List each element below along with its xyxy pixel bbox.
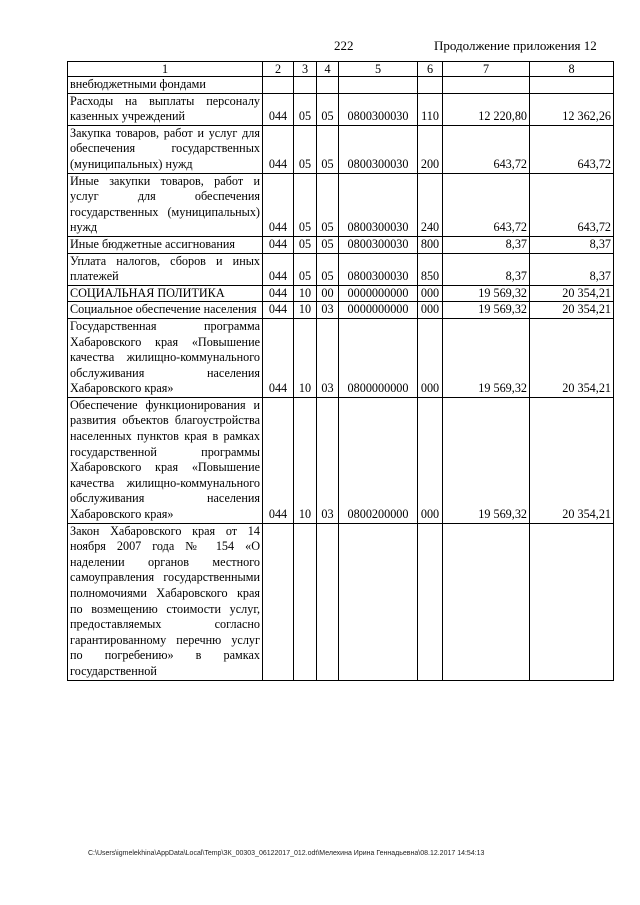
cell-expense-type xyxy=(418,523,443,680)
cell-gad: 044 xyxy=(263,285,294,302)
cell-section: 05 xyxy=(294,93,317,125)
table-row xyxy=(68,93,614,125)
cell-subsection: 05 xyxy=(317,173,339,236)
row-name: Государственная программа Хабаровского края «Повышение качества жилищно-коммунального обслуживания населения Хабаровского края» xyxy=(68,318,263,397)
cell-amount-2: 643,72 xyxy=(530,125,614,173)
cell-gad: 044 xyxy=(263,318,294,397)
row-name: Закон Хабаровского края от 14 ноября 2007 года № 154 «О наделении органов местного самоуправления государственными полномочиями Хабаровского края по возмещению стоимости услуг, предоставляемых согласно гарантированному перечню услуг по погребению» в рамках государственной xyxy=(68,523,263,680)
cell-expense-type: 110 xyxy=(418,93,443,125)
column-header: 4 xyxy=(317,62,339,77)
cell-target-article: 0000000000 xyxy=(339,285,418,302)
cell-gad: 044 xyxy=(263,236,294,253)
page-number: 222 xyxy=(334,38,354,53)
table-row xyxy=(68,236,614,253)
cell-amount-2: 8,37 xyxy=(530,253,614,285)
cell-section xyxy=(294,523,317,680)
cell-subsection xyxy=(317,77,339,94)
cell-subsection: 03 xyxy=(317,397,339,523)
cell-gad: 044 xyxy=(263,93,294,125)
budget-table xyxy=(67,61,614,681)
cell-gad: 044 xyxy=(263,125,294,173)
cell-section: 05 xyxy=(294,173,317,236)
cell-target-article: 0800300030 xyxy=(339,125,418,173)
cell-target-article: 0800300030 xyxy=(339,236,418,253)
continuation-caption: Продолжение приложения 12 xyxy=(434,38,597,53)
cell-section: 10 xyxy=(294,397,317,523)
column-header: 5 xyxy=(339,62,418,77)
cell-gad: 044 xyxy=(263,173,294,236)
column-header: 6 xyxy=(418,62,443,77)
cell-subsection: 03 xyxy=(317,318,339,397)
column-header: 1 xyxy=(68,62,263,77)
row-name: Иные бюджетные ассигнования xyxy=(68,236,263,253)
cell-expense-type: 000 xyxy=(418,397,443,523)
cell-section: 10 xyxy=(294,318,317,397)
cell-gad: 044 xyxy=(263,397,294,523)
cell-gad xyxy=(263,523,294,680)
cell-target-article: 0800300030 xyxy=(339,93,418,125)
cell-amount-1: 19 569,32 xyxy=(443,285,530,302)
column-header: 3 xyxy=(294,62,317,77)
table-row xyxy=(68,318,614,397)
cell-amount-1: 19 569,32 xyxy=(443,397,530,523)
cell-subsection: 05 xyxy=(317,93,339,125)
column-header: 8 xyxy=(530,62,614,77)
cell-subsection: 03 xyxy=(317,302,339,319)
cell-section: 05 xyxy=(294,125,317,173)
table-row xyxy=(68,125,614,173)
cell-amount-1: 643,72 xyxy=(443,173,530,236)
row-name: внебюджетными фондами xyxy=(68,77,263,94)
cell-subsection: 00 xyxy=(317,285,339,302)
column-header: 2 xyxy=(263,62,294,77)
cell-section: 05 xyxy=(294,236,317,253)
cell-expense-type xyxy=(418,77,443,94)
cell-expense-type: 200 xyxy=(418,125,443,173)
cell-amount-1: 643,72 xyxy=(443,125,530,173)
footer-file-path: C:\Users\igmelekhina\AppData\Local\Temp\ЗК_00303_06122017_012.odt\Мелехина Ирина Геннадьевна\08.12.2017 14:54:13 xyxy=(88,850,485,857)
cell-amount-1: 8,37 xyxy=(443,236,530,253)
cell-amount-2: 20 354,21 xyxy=(530,318,614,397)
cell-target-article: 0800300030 xyxy=(339,173,418,236)
cell-section: 10 xyxy=(294,302,317,319)
cell-subsection: 05 xyxy=(317,125,339,173)
row-name: Расходы на выплаты персоналу казенных учреждений xyxy=(68,93,263,125)
column-header: 7 xyxy=(443,62,530,77)
cell-subsection: 05 xyxy=(317,236,339,253)
table-row xyxy=(68,173,614,236)
cell-gad xyxy=(263,77,294,94)
table-row xyxy=(68,77,614,94)
column-number-row xyxy=(68,62,614,77)
cell-subsection: 05 xyxy=(317,253,339,285)
cell-expense-type: 240 xyxy=(418,173,443,236)
cell-amount-2 xyxy=(530,77,614,94)
cell-section: 05 xyxy=(294,253,317,285)
cell-subsection xyxy=(317,523,339,680)
table-row xyxy=(68,397,614,523)
table-row xyxy=(68,253,614,285)
cell-amount-2: 12 362,26 xyxy=(530,93,614,125)
cell-amount-1 xyxy=(443,523,530,680)
table-row xyxy=(68,302,614,319)
cell-section xyxy=(294,77,317,94)
table-row xyxy=(68,523,614,680)
cell-target-article: 0800300030 xyxy=(339,253,418,285)
cell-amount-1: 12 220,80 xyxy=(443,93,530,125)
cell-target-article: 0800200000 xyxy=(339,397,418,523)
row-name: Иные закупки товаров, работ и услуг для обеспечения государственных (муниципальных) нужд xyxy=(68,173,263,236)
cell-expense-type: 000 xyxy=(418,285,443,302)
cell-gad: 044 xyxy=(263,302,294,319)
row-name: Обеспечение функционирования и развития объектов благоустройства населенных пунктов края в рамках государственной программы Хабаровского края «Повышение качества жилищно-коммунального обслуживания населения Хабаровского края» xyxy=(68,397,263,523)
cell-amount-1: 19 569,32 xyxy=(443,302,530,319)
row-name: СОЦИАЛЬНАЯ ПОЛИТИКА xyxy=(68,285,263,302)
cell-target-article xyxy=(339,77,418,94)
cell-expense-type: 850 xyxy=(418,253,443,285)
cell-amount-2: 20 354,21 xyxy=(530,397,614,523)
cell-amount-1 xyxy=(443,77,530,94)
cell-expense-type: 800 xyxy=(418,236,443,253)
cell-amount-2: 643,72 xyxy=(530,173,614,236)
cell-expense-type: 000 xyxy=(418,318,443,397)
cell-amount-2: 8,37 xyxy=(530,236,614,253)
row-name: Социальное обеспечение населения xyxy=(68,302,263,319)
cell-amount-2 xyxy=(530,523,614,680)
cell-section: 10 xyxy=(294,285,317,302)
row-name: Закупка товаров, работ и услуг для обеспечения государственных (муниципальных) нужд xyxy=(68,125,263,173)
cell-target-article: 0800000000 xyxy=(339,318,418,397)
cell-amount-1: 8,37 xyxy=(443,253,530,285)
table-row xyxy=(68,285,614,302)
cell-gad: 044 xyxy=(263,253,294,285)
cell-amount-2: 20 354,21 xyxy=(530,285,614,302)
cell-amount-2: 20 354,21 xyxy=(530,302,614,319)
cell-target-article: 0000000000 xyxy=(339,302,418,319)
cell-target-article xyxy=(339,523,418,680)
cell-expense-type: 000 xyxy=(418,302,443,319)
row-name: Уплата налогов, сборов и иных платежей xyxy=(68,253,263,285)
cell-amount-1: 19 569,32 xyxy=(443,318,530,397)
